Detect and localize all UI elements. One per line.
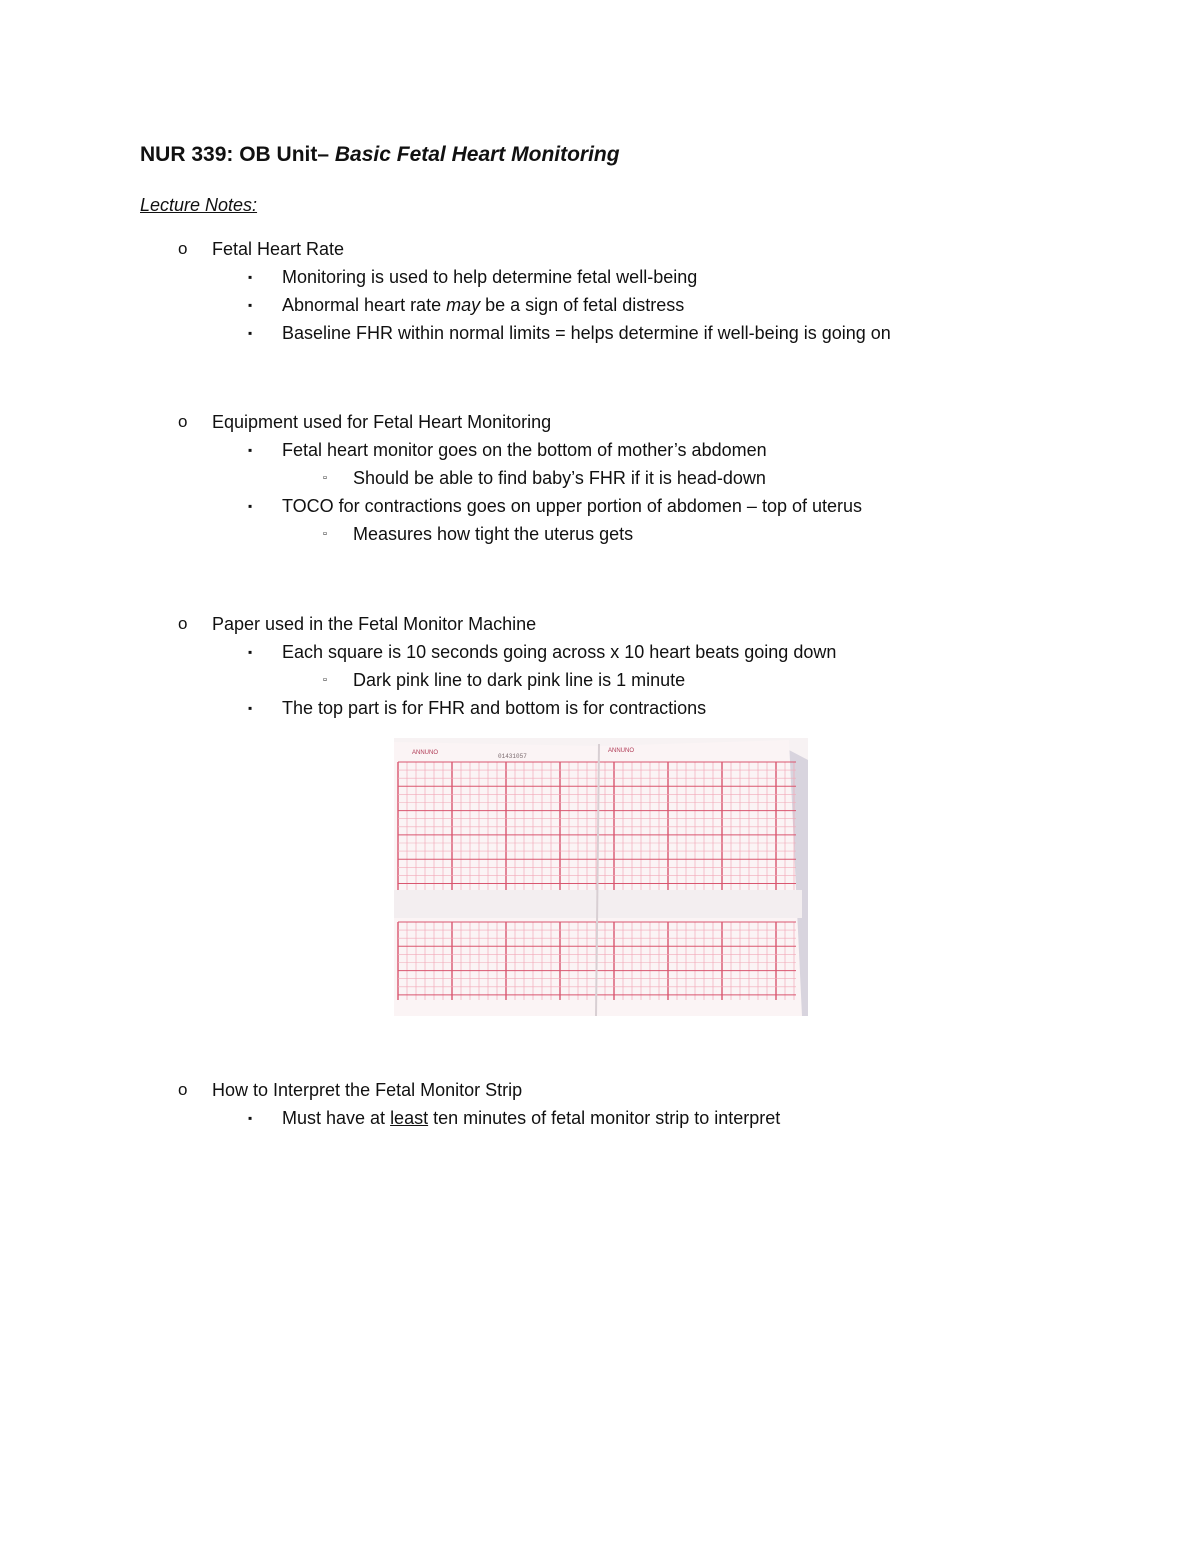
square-bullet-icon: ▪ xyxy=(248,298,253,312)
list-item xyxy=(323,522,634,546)
lecture-notes-heading: Lecture Notes: xyxy=(140,195,258,215)
square-bullet-icon: ▪ xyxy=(248,443,253,457)
title-prefix: NUR 339: OB Unit– xyxy=(140,143,330,166)
list-item xyxy=(248,438,767,462)
list-item xyxy=(248,265,698,289)
small-square-bullet-icon: ▫ xyxy=(323,528,327,540)
fetal-monitor-paper-image xyxy=(394,738,808,1016)
circle-bullet-icon: o xyxy=(178,614,188,633)
square-bullet-icon: ▪ xyxy=(248,499,253,513)
list-item-text: TOCO for contractions goes on upper portion of abdomen – top of uterus xyxy=(282,496,863,516)
list-item-text: Dark pink line to dark pink line is 1 minute xyxy=(353,670,686,690)
section-heading xyxy=(178,237,345,261)
list-item-text: Fetal heart monitor goes on the bottom of mother’s abdomen xyxy=(282,440,767,460)
title-italic: Basic Fetal Heart Monitoring xyxy=(334,143,620,166)
square-bullet-icon: ▪ xyxy=(248,645,253,659)
circle-bullet-icon: o xyxy=(178,239,188,258)
list-item xyxy=(248,494,863,518)
paper-serial: 01431057 xyxy=(498,753,527,760)
paper-label-right: ANNUNO xyxy=(608,748,635,754)
section-heading-text: Paper used in the Fetal Monitor Machine xyxy=(212,614,537,634)
square-bullet-icon: ▪ xyxy=(248,701,253,715)
circle-bullet-icon: o xyxy=(178,412,188,431)
list-item-text: Each square is 10 seconds going across x 10 heart beats going down xyxy=(282,642,837,662)
list-item-text-before: Must have at xyxy=(282,1108,391,1128)
square-bullet-icon: ▪ xyxy=(248,1111,253,1125)
list-item-text: Baseline FHR within normal limits = helps determine if well-being is going on xyxy=(282,323,891,343)
square-bullet-icon: ▪ xyxy=(248,270,253,284)
list-item-text-after: be a sign of fetal distress xyxy=(480,295,685,315)
list-item-text-before: Abnormal heart rate xyxy=(282,295,447,315)
list-item-text-after: ten minutes of fetal monitor strip to interpret xyxy=(428,1108,781,1128)
list-item xyxy=(323,466,766,490)
list-item-text: The top part is for FHR and bottom is for contractions xyxy=(282,698,707,718)
paper-label-left: ANNUNO xyxy=(412,750,439,756)
small-square-bullet-icon: ▫ xyxy=(323,472,327,484)
section-heading xyxy=(178,410,552,434)
list-item xyxy=(248,1106,781,1130)
list-item xyxy=(248,640,837,664)
list-item-text: Monitoring is used to help determine fetal well-being xyxy=(282,267,698,287)
list-item-text: Measures how tight the uterus gets xyxy=(353,524,634,544)
section-heading xyxy=(178,1078,523,1102)
italic-word: may xyxy=(446,295,481,315)
section-heading-text: Fetal Heart Rate xyxy=(212,239,345,259)
circle-bullet-icon: o xyxy=(178,1080,188,1099)
small-square-bullet-icon: ▫ xyxy=(323,674,327,686)
square-bullet-icon: ▪ xyxy=(248,326,253,340)
list-item xyxy=(323,668,686,692)
list-item xyxy=(248,696,707,720)
underlined-word: least xyxy=(390,1108,429,1128)
section-heading-text: How to Interpret the Fetal Monitor Strip xyxy=(212,1080,523,1100)
section-heading-text: Equipment used for Fetal Heart Monitoring xyxy=(212,412,552,432)
list-item xyxy=(248,293,685,317)
page-title xyxy=(140,143,620,167)
section-heading xyxy=(178,612,537,636)
list-item xyxy=(248,321,891,345)
list-item-text: Should be able to find baby’s FHR if it is head-down xyxy=(353,468,766,488)
